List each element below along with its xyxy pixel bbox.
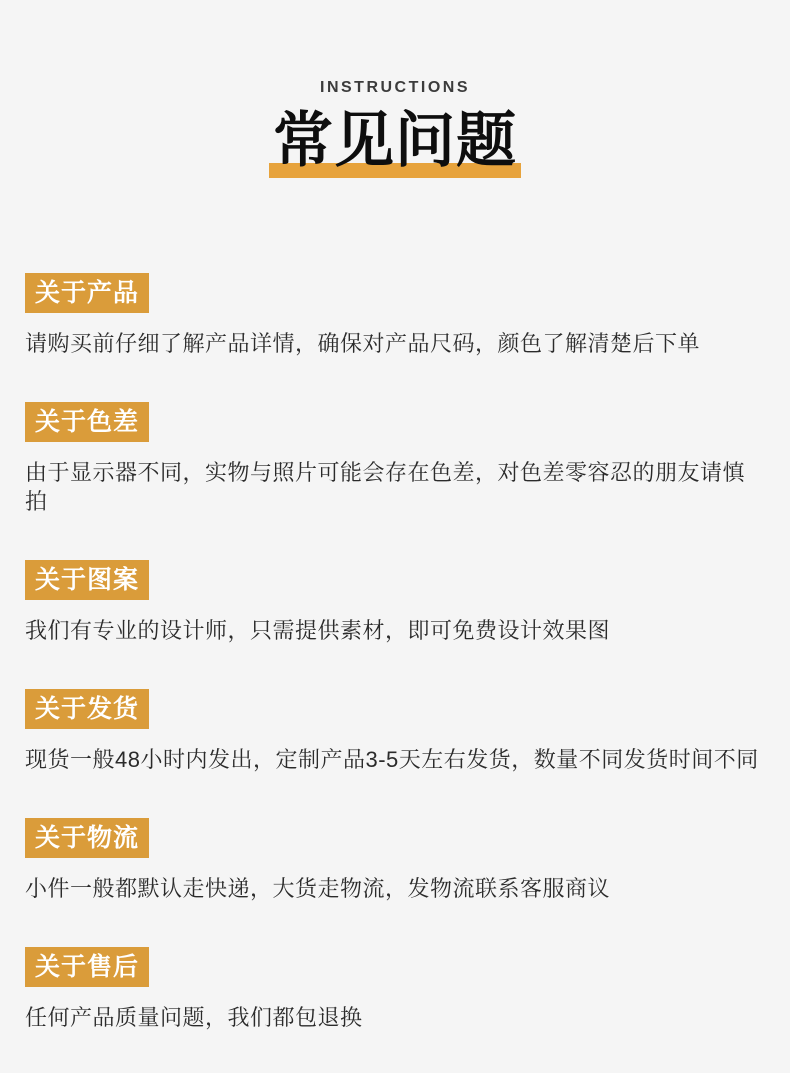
section-text: 由于显示器不同，实物与照片可能会存在色差，对色差零容忍的朋友请慎拍 [25,460,746,514]
faq-section-logistics [25,818,765,903]
faq-section-color-difference [25,402,765,516]
section-badge [25,402,149,442]
section-badge [25,689,149,729]
section-badge-label: 关于产品 [35,279,140,307]
section-badge [25,273,149,313]
eyebrow-text: INSTRUCTIONS [320,79,470,96]
section-badge-label: 关于色差 [35,408,140,436]
section-badge-label: 关于售后 [35,953,140,981]
section-text: 我们有专业的设计师，只需提供素材，即可免费设计效果图 [25,618,611,643]
faq-section-pattern [25,560,765,645]
section-text: 现货一般48小时内发出，定制产品3-5天左右发货，数量不同发货时间不同 [25,747,759,772]
faq-sections [25,273,765,1073]
faq-section-product [25,273,765,358]
section-text: 任何产品质量问题，我们都包退换 [25,1005,363,1030]
page-title: 常见问题 [273,110,517,172]
faq-section-after-sales [25,947,765,1032]
section-badge [25,947,149,987]
section-badge-label: 关于发货 [35,695,140,723]
faq-section-shipping [25,689,765,774]
section-badge [25,818,149,858]
page-title-wrap [0,107,790,174]
section-text: 请购买前仔细了解产品详情，确保对产品尺码，颜色了解清楚后下单 [25,331,701,356]
section-badge-label: 关于物流 [35,824,140,852]
section-badge-label: 关于图案 [35,566,140,594]
title-underline-bar [269,163,521,178]
section-badge [25,560,149,600]
section-text: 小件一般都默认走快递，大货走物流，发物流联系客服商议 [25,876,611,901]
